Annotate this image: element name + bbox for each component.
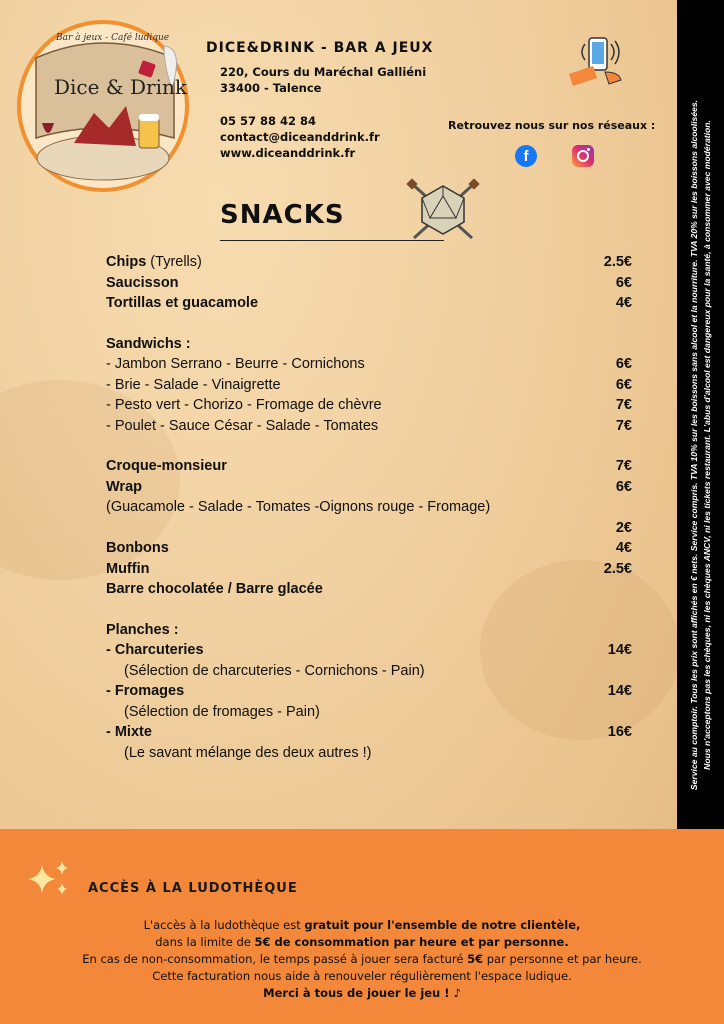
item-price: 16€: [607, 724, 632, 740]
footer-line3c: par personne et par heure.: [483, 952, 642, 966]
instagram-icon[interactable]: [572, 145, 594, 167]
address-block: [220, 64, 426, 96]
email-address: contact@diceanddrink.fr: [220, 130, 380, 144]
menu-item: [106, 722, 632, 743]
item-name: - Mixte: [106, 724, 152, 740]
item-price: 14€: [607, 683, 632, 699]
phone-number: 05 57 88 42 84: [220, 114, 317, 128]
item-price: 4€: [615, 295, 632, 311]
d20-swords-icon: [406, 178, 480, 242]
menu-item: [106, 579, 632, 600]
facebook-icon[interactable]: f: [515, 145, 537, 167]
menu-item: [106, 354, 632, 375]
item-name: Muffin: [106, 560, 150, 577]
footer-line1b: gratuit pour l'ensemble de notre clientèle,: [304, 918, 581, 932]
item-price: 2€: [615, 519, 632, 536]
menu-item: [106, 538, 632, 559]
page-title: SNACKS: [220, 200, 345, 230]
item-price: 6€: [615, 274, 632, 291]
section-title: Planches :: [106, 621, 179, 638]
ludotheque-footer: [0, 829, 724, 1024]
item-detail-row: [106, 702, 632, 723]
menu-item: [106, 273, 632, 294]
item-name: - Poulet - Sauce César - Salade - Tomates: [106, 417, 379, 434]
item-price: 2.5€: [603, 254, 632, 270]
footer-line1a: L'accès à la ludothèque est: [143, 918, 305, 932]
item-detail: (Tyrells): [146, 254, 202, 270]
footer-line2a: dans la limite de: [155, 935, 255, 949]
logo-text: Dice & Drink: [54, 75, 187, 99]
brand-name: DICE&DRINK - BAR A JEUX: [206, 40, 434, 56]
item-name: - Pesto vert - Chorizo - Fromage de chèvre: [106, 397, 382, 413]
item-name: - Brie - Salade - Vinaigrette: [106, 376, 281, 393]
item-detail-row: [106, 497, 632, 518]
section-header: [106, 620, 632, 641]
item-price: 14€: [607, 642, 632, 658]
menu-item: [106, 293, 632, 314]
socials-label: Retrouvez nous sur nos réseaux :: [448, 119, 656, 132]
item-detail: (Guacamole - Salade - Tomates -Oignons rouge - Fromage): [106, 499, 491, 515]
item-detail: (Sélection de charcuteries - Cornichons - Pain): [124, 662, 425, 679]
side-notice-line2: Nous n'acceptons pas les chèques, ni les chèques ANCV, ni les tickets restaurant. L'abus d'alcool est dangereux pour la santé, à consommer avec modération.: [702, 120, 712, 770]
footer-line5: Merci à tous de jouer le jeu ! ♪: [263, 986, 461, 1000]
item-price: 7€: [615, 397, 632, 413]
menu-item: [106, 477, 632, 498]
item-name: Wrap: [106, 478, 142, 495]
address-line2: 33400 - Talence: [220, 81, 322, 95]
item-price: 7€: [615, 417, 632, 434]
item-price: 7€: [615, 458, 632, 474]
footer-title: ACCÈS À LA LUDOTHÈQUE: [88, 881, 298, 896]
address-line1: 220, Cours du Maréchal Galliéni: [220, 65, 427, 79]
footer-line2b: 5€ de consommation par heure et par personne.: [254, 935, 569, 949]
phone-payment-icon: [565, 36, 627, 90]
item-name: Bonbons: [106, 540, 169, 556]
footer-line3b: 5€: [467, 952, 484, 966]
item-name: Barre chocolatée / Barre glacée: [106, 581, 323, 597]
item-name: - Charcuteries: [106, 642, 204, 658]
item-detail-row: [106, 661, 632, 682]
item-detail: (Le savant mélange des deux autres !): [124, 744, 372, 761]
menu-item: [106, 456, 632, 477]
item-price: 6€: [615, 376, 632, 393]
footer-line3a: En cas de non-consommation, le temps passé à jouer sera facturé: [82, 952, 468, 966]
menu-item: [106, 518, 632, 539]
section-header: [106, 334, 632, 355]
footer-line4: Cette facturation nous aide à renouveler régulièrement l'espace ludique.: [152, 969, 572, 983]
menu-item: [106, 375, 632, 396]
item-name: Croque-monsieur: [106, 458, 227, 474]
menu-item: [106, 559, 632, 580]
menu-item: [106, 252, 632, 273]
side-notice-bar: [677, 0, 724, 890]
item-detail: (Sélection de fromages - Pain): [124, 703, 320, 720]
item-price: 6€: [615, 356, 632, 372]
menu-item: [106, 681, 632, 702]
item-name: Saucisson: [106, 274, 179, 291]
item-name: Chips: [106, 254, 147, 270]
snacks-menu: [106, 252, 632, 763]
item-name: - Fromages: [106, 683, 185, 699]
side-notice-line1: Service au comptoir. Tous les prix sont affichés en € nets. Service compris. TVA 10% sur les boissons sans alcool et la nourriture. TVA 20% sur les boissons alcoolisées.: [689, 99, 699, 791]
item-price: 2.5€: [603, 560, 632, 577]
logo-arc-text: Bar à jeux - Café ludique: [56, 33, 170, 43]
website-url: www.diceanddrink.fr: [220, 146, 356, 160]
item-detail-row: [106, 743, 632, 764]
section-title: Sandwichs :: [106, 335, 191, 352]
item-price: 6€: [615, 478, 632, 495]
item-name: Tortillas et guacamole: [106, 295, 259, 311]
menu-item: [106, 395, 632, 416]
item-price: 4€: [615, 540, 632, 556]
menu-item: [106, 416, 632, 437]
item-name: - Jambon Serrano - Beurre - Cornichons: [106, 356, 365, 372]
menu-item: [106, 640, 632, 661]
footer-text: [0, 917, 724, 1002]
dice-and-drink-logo: [14, 18, 192, 194]
contact-block: [220, 113, 380, 161]
side-notice-text: [688, 5, 714, 885]
sparkle-icon: [26, 859, 74, 899]
